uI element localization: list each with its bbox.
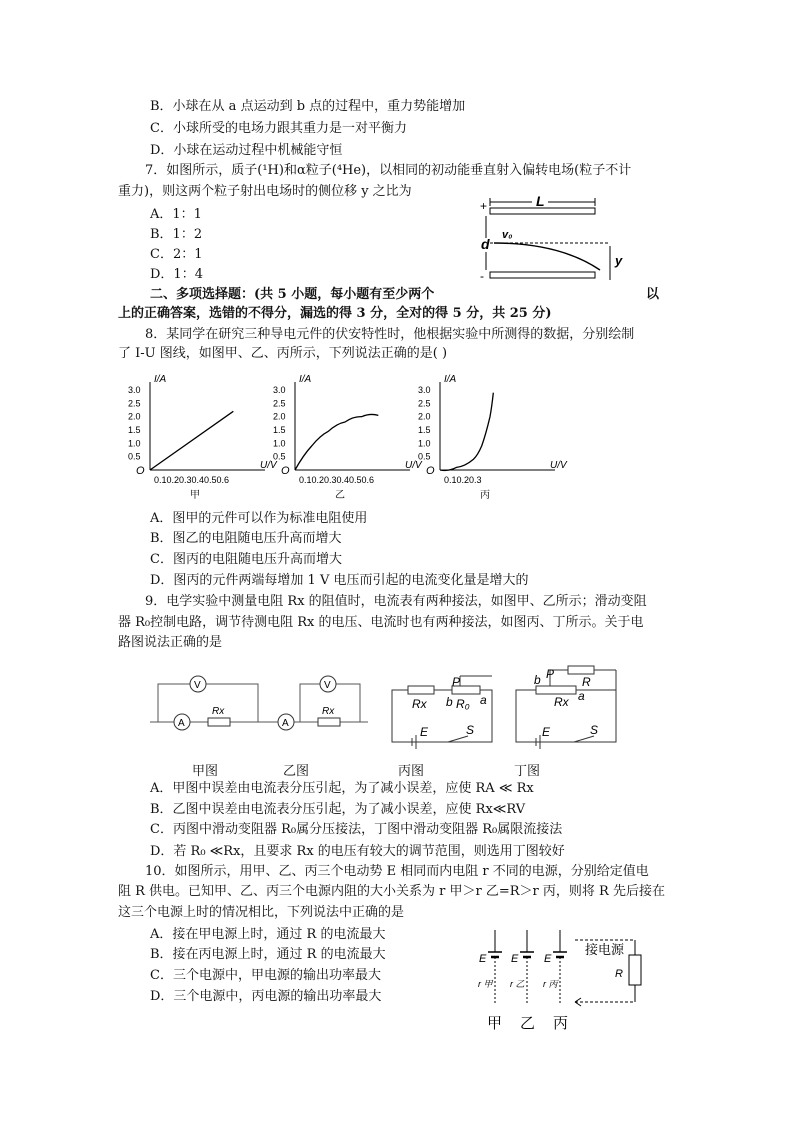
origin-label: O [426,465,435,477]
caption-yi: 乙图 [283,763,310,778]
q10-option-b: B．接在丙电源上时，通过 R 的电流最大 [150,947,386,962]
iu-charts [120,370,590,501]
q7-stem-line2: 重力)，则这两个粒子射出电场时的侧位移 y 之比为 [118,184,412,199]
svg-text:S: S [590,723,599,737]
x-axis-label: U/V [550,460,567,471]
svg-text:P: P [546,667,555,681]
q6-option-c: C．小球所受的电场力跟其重力是一对平衡力 [150,121,407,136]
connect-source-label: 接电源 [585,942,625,957]
svg-text:R: R [582,675,591,689]
q8-option-a: A．图甲的元件可以作为标准电阻使用 [150,511,368,526]
q8-option-b: B．图乙的电阻随电压升高而增大 [150,531,342,546]
svg-text:a: a [578,689,585,703]
q8-stem-line1: 8．某同学在研究三种导电元件的伏安特性时，他根据实验中所测得的数据，分别绘制 [145,327,635,342]
q9-option-d: D．若 R₀ ≪Rx，且要求 Rx 的电压有较大的调节范围，则选用丁图较好 [150,844,565,859]
source-bing [543,930,568,1032]
velocity-label: v₀ [502,229,513,241]
y-tick-label: 1.5 [128,425,141,435]
minus-sign: - [480,269,484,283]
q7-option-d: D．1：4 [150,267,203,282]
svg-text:V: V [324,680,331,691]
y-axis-label: I/A [444,374,457,385]
length-label: L [536,193,545,209]
svg-text:r 丙: r 丙 [543,979,558,989]
y-tick-label: 1.0 [128,438,141,449]
x-axis-label: U/V [260,460,277,471]
q10-option-a: A．接在甲电源上时，通过 R 的电流最大 [150,927,386,942]
circuit-ding [516,666,616,749]
q6-option-d: D．小球在运动过程中机械能守恒 [150,143,343,158]
svg-text:b: b [534,673,541,687]
y-tick-label: 0.5 [128,451,141,462]
x-axis-label: U/V [405,460,422,471]
y-tick-label: 2.5 [273,398,286,409]
section2-title: 二、多项选择题：(共 5 小题，每小题有至少两个 [150,287,435,302]
q8-option-d: D．图丙的元件两端每增加 1 V 电压而引起的电流变化量是增大的 [150,573,529,588]
resistor-label: R [615,968,623,980]
y-tick-label: 0.5 [273,451,286,462]
y-tick-label: 1.5 [418,425,431,435]
q9-stem-line2: 器 R₀控制电路，调节待测电阻 Rx 的电压、电流时也有两种接法，如图丙、丁所示。关于电 [118,615,644,630]
gap-label: d [481,236,490,252]
q8-stem-line2: 了 I-U 图线，如图甲、乙、丙所示，下列说法正确的是( ) [118,346,448,361]
source-yi [510,930,535,1032]
svg-text:E: E [420,725,429,739]
svg-text:V: V [194,680,201,691]
q9-stem-line3: 路图说法正确的是 [118,635,223,650]
y-tick-label: 1.5 [273,425,286,435]
svg-text:r 乙: r 乙 [510,979,525,989]
origin-label: O [136,465,145,477]
circuit-diagrams [150,662,630,757]
load-resistor-circuit [575,940,641,1006]
caption-jia: 甲图 [192,763,219,778]
q10-stem-line1: 10．如图所示，用甲、乙、丙三个电动势 E 相同而内电阻 r 不同的电源，分别给定值电 [145,864,649,879]
iu-curve [295,414,378,470]
q10-option-d: D．三个电源中，丙电源的输出功率最大 [150,989,382,1004]
q7-option-a: A．1：1 [150,207,202,222]
svg-text:乙: 乙 [520,1015,536,1032]
q8-option-c: C．图丙的电阻随电压升高而增大 [150,552,342,567]
y-tick-label: 3.0 [418,385,431,395]
chart-name: 乙 [335,490,345,501]
resistor-rx [208,718,230,726]
section2-title-line2: 上的正确答案，选错的不得分，漏选的得 3 分，全对的得 5 分，共 25 分) [118,306,552,321]
svg-text:r 甲: r 甲 [478,979,493,989]
svg-text:S: S [466,723,475,737]
q7-option-c: C．2：1 [150,247,203,262]
chart-name: 丙 [480,490,490,501]
iu-curve [440,393,493,471]
svg-text:a: a [480,693,487,707]
y-tick-label: 1.0 [418,438,431,449]
y-axis-label: I/A [299,374,312,385]
q7-option-b: B．1：2 [150,227,203,242]
power-sources-figure [475,930,655,1035]
x-tick-labels: 0.10.20.3 [444,475,482,485]
svg-text:E: E [479,953,487,965]
y-tick-label: 2.0 [273,411,286,422]
svg-text:A: A [282,718,289,729]
deflection-field-figure [470,190,640,290]
q9-stem-line1: 9．电学实验中测量电阻 Rx 的阻值时，电流表有两种接法，如图甲、乙所示；滑动变阻 [145,594,647,609]
circuit-jia [150,676,275,730]
caption-bing: 丙图 [398,763,425,778]
source-jia [478,930,502,1032]
y-tick-label: 2.5 [128,398,141,409]
q6-option-b: B．小球在从 a 点运动到 b 点的过程中，重力势能增加 [150,99,466,114]
svg-text:Rx: Rx [554,695,569,709]
svg-text:甲: 甲 [487,1015,503,1032]
q9-option-c: C．丙图中滑动变阻器 R₀属分压接法，丁图中滑动变阻器 R₀属限流接法 [150,822,563,837]
q7-stem-line1: 7．如图所示，质子(¹H)和α粒子(⁴He)，以相同的初动能垂直射入偏转电场(粒子不计 [145,163,632,178]
svg-text:E: E [542,725,551,739]
q9-option-a: A．甲图中误差由电流表分压引起，为了减小误差，应使 RA ≪ Rx [150,781,534,796]
svg-text:E: E [511,953,519,965]
caption-ding: 丁图 [514,763,541,778]
y-axis-label: I/A [154,374,167,385]
y-tick-label: 0.5 [418,451,431,462]
particle-trajectory [494,243,600,270]
q10-stem-line3: 这三个电源上时的情况相比，下列说法中正确的是 [118,905,405,920]
svg-text:Rx: Rx [212,706,225,717]
origin-label: O [281,465,290,477]
y-tick-label: 2.5 [418,398,431,409]
q10-stem-line2: 阻 R 供电。已知甲、乙、丙三个电源内阻的大小关系为 r 甲＞r 乙=R＞r 丙，则将 R 先后接在 [118,884,665,899]
plus-sign: + [480,199,488,213]
iu-curve [150,411,233,470]
circuit-bing [392,675,492,749]
svg-text:R₀: R₀ [456,697,470,711]
svg-text:丙: 丙 [553,1015,569,1032]
lower-plate [490,272,595,278]
offset-label: y [615,253,623,268]
q10-option-c: C．三个电源中，甲电源的输出功率最大 [150,968,381,983]
svg-text:b: b [446,695,453,709]
y-tick-label: 3.0 [128,385,141,395]
x-tick-labels: 0.10.20.30.40.50.6 [154,475,230,485]
y-tick-label: 1.0 [273,438,286,449]
y-tick-label: 2.0 [128,411,141,422]
circuit-yi [270,676,368,730]
section2-title-end: 以 [646,287,660,302]
svg-text:A: A [178,718,185,729]
resistor-rx [318,718,340,726]
q9-option-b: B．乙图中误差由电流表分压引起，为了减小误差，应使 Rx≪RV [150,802,526,817]
chart-name: 甲 [190,490,200,501]
svg-text:Rx: Rx [322,706,335,717]
svg-text:P: P [452,675,461,689]
svg-text:Rx: Rx [412,697,427,711]
x-tick-labels: 0.10.20.30.40.50.6 [299,475,375,485]
y-tick-label: 3.0 [273,385,286,395]
y-tick-label: 2.0 [418,411,431,422]
svg-text:E: E [544,953,552,965]
